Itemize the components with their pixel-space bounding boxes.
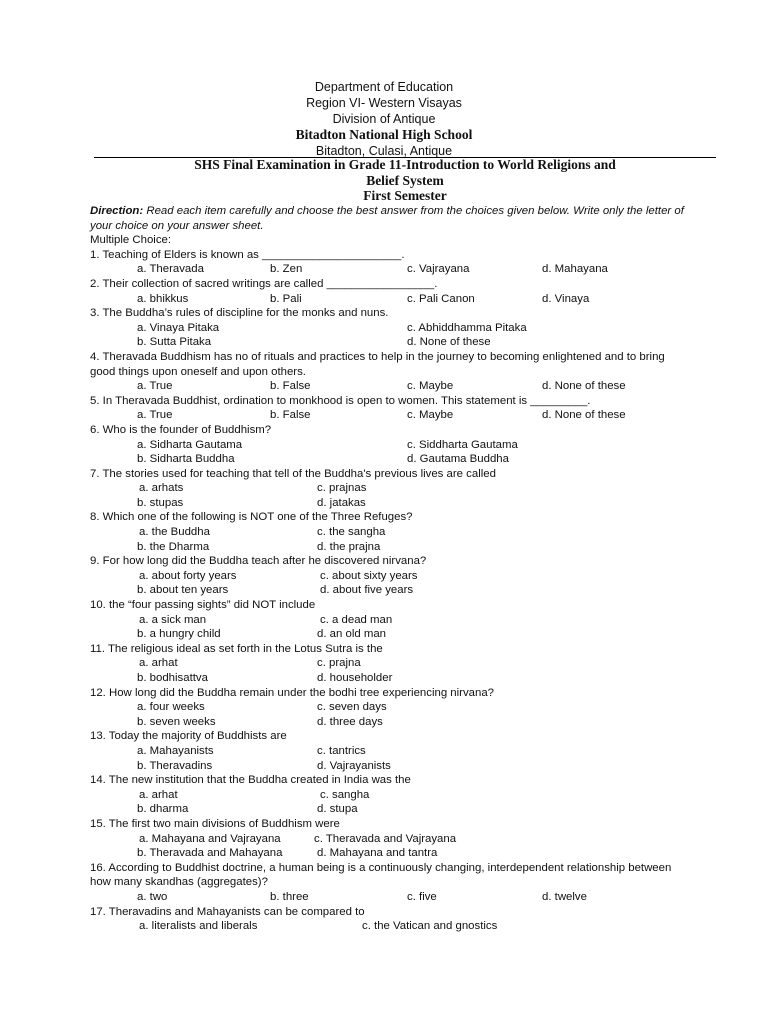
answer-options [90,321,690,336]
option-d: d. Vajrayanists [317,759,391,772]
option-c: c. seven days [317,701,387,714]
question-text: 1. Teaching of Elders is known as ______________________. [90,248,405,261]
option-d: d. Vinaya [542,292,590,305]
answer-options [90,452,690,467]
option-c: c. Vajrayana [407,263,470,276]
option-d: d. jatakas [317,496,366,509]
question-text: 12. How long did the Buddha remain under the bodhi tree experiencing nirvana? [90,686,495,699]
answer-options [90,656,690,671]
answer-options [90,262,690,277]
option-b: b. Zen [270,263,303,276]
answer-options [90,569,690,584]
answer-options [90,335,690,350]
option-d: d. Mahayana and tantra [317,847,438,860]
option-d: d. stupa [317,803,358,816]
direction-paragraph [90,204,690,233]
option-b: b. Theravada and Mahayana [137,847,283,860]
answer-options [90,846,690,861]
question-text: 14. The new institution that the Buddha created in India was the [90,774,411,787]
direction-label: Direction: [90,205,144,217]
question-text: 10. the “four passing sights” did NOT include [90,599,316,612]
option-a: a. Theravada [137,263,204,276]
department-line: Department of Education [314,80,454,94]
option-a: a. arhat [139,788,178,801]
answer-options [90,715,690,730]
answer-options [90,379,690,394]
option-c: c. the Vatican and gnostics [362,920,498,933]
option-c: c. five [407,890,437,903]
answer-options [90,540,690,555]
question-text: 13. Today the majority of Buddhists are [90,730,287,743]
answer-options [90,613,690,628]
question-text: 16. According to Buddhist doctrine, a human being is a continuously changing, interdependent relationship between how many skandhas (aggregates)? [90,861,672,889]
answer-options [90,438,690,453]
answer-options [90,744,690,759]
question-text: 15. The first two main divisions of Buddhism were [90,817,340,830]
answer-options [90,408,690,423]
option-d: d. None of these [407,336,491,349]
option-a: a. arhats [139,482,184,495]
answer-options [90,525,690,540]
option-d: d. about five years [320,584,414,597]
option-b: b. dharma [137,803,189,816]
option-d: d. twelve [542,890,587,903]
answer-options [90,700,690,715]
option-c: c. Maybe [407,380,454,393]
option-c: c. prajna [317,657,361,670]
option-d: d. three days [317,715,383,728]
exam-title-line-1: SHS Final Examination in Grade 11-Introduction to World Religions and [194,157,616,172]
answer-options [90,583,690,598]
option-d: d. None of these [542,380,626,393]
option-c: c. the sangha [317,526,386,539]
option-b: b. Sidharta Buddha [137,453,235,466]
answer-options [90,890,690,905]
option-a: a. Mahayana and Vajrayana [139,832,281,845]
exam-body [90,204,690,934]
direction-text: Read each item carefully and choose the best answer from the choices given below. Write only the letter of your choice on your answer sheet. [90,205,684,232]
option-c: c. a dead man [320,613,393,626]
question-text: 3. The Buddha’s rules of discipline for the monks and nuns. [90,307,389,320]
question-text: 6. Who is the founder of Buddhism? [90,423,272,436]
question-text: 5. In Theravada Buddhist, ordination to monkhood is open to women. This statement is _________. [90,394,591,407]
option-b: b. the Dharma [137,540,210,553]
option-a: a. four weeks [137,701,205,714]
option-a: a. Mahayanists [137,744,214,757]
option-a: a. Vinaya Pitaka [137,321,220,334]
option-a: a. True [137,409,173,422]
school-name: Bitadton National High School [295,127,473,142]
option-b: b. stupas [137,496,184,509]
option-d: d. Mahayana [542,263,608,276]
option-b: b. bodhisattva [137,672,208,684]
question-text: 7. The stories used for teaching that tell of the Buddha's previous lives are called [90,467,496,480]
exam-title-line-3: First Semester [363,188,447,203]
answer-options [90,481,690,496]
question-text: 17. Theravadins and Mahayanists can be compared to [90,905,365,918]
option-c: c. sangha [320,788,370,801]
option-c: c. tantrics [317,744,366,757]
option-b: b. Sutta Pitaka [137,336,212,349]
answer-options [90,671,690,686]
option-c: c. about sixty years [320,569,418,582]
option-d: d. householder [317,672,393,684]
option-b: b. Pali [270,292,302,305]
exam-title [90,157,720,204]
option-a: a. literalists and liberals [139,920,258,933]
option-d: d. an old man [317,628,387,641]
option-a: a. Sidharta Gautama [137,438,243,451]
option-a: a. two [137,890,168,903]
answer-options [90,292,690,307]
option-a: a. about forty years [139,569,237,582]
option-d: d. None of these [542,409,626,422]
option-a: a. arhat [139,657,178,670]
question-text: 4. Theravada Buddhism has no of rituals and practices to help in the journey to becoming enlightened and to bring good things upon oneself and upon others. [90,350,665,378]
question-text: 2. Their collection of sacred writings are called _________________. [90,277,438,290]
answer-options [90,627,690,642]
option-c: c. Pali Canon [407,292,475,305]
question-text: 9. For how long did the Buddha teach after he discovered nirvana? [90,555,427,568]
region-line: Region VI- Western Visayas [306,96,462,110]
option-c: c. Theravada and Vajrayana [314,832,457,845]
exam-title-line-2: Belief System [366,172,444,188]
document-header [0,79,768,159]
answer-options [90,496,690,511]
option-c: c. Siddharta Gautama [407,438,518,451]
option-b: b. False [270,409,311,422]
option-c: c. prajnas [317,482,367,495]
option-d: d. the prajna [317,540,381,553]
option-a: a. True [137,380,173,393]
option-b: b. three [270,890,309,903]
option-b: b. False [270,380,311,393]
division-line: Division of Antique [332,112,436,126]
option-b: b. seven weeks [137,715,216,728]
option-a: a. the Buddha [139,526,210,539]
option-c: c. Maybe [407,409,454,422]
option-c: c. Abhiddhamma Pitaka [407,321,527,334]
answer-options [90,802,690,817]
answer-options [90,832,690,847]
option-a: a. bhikkus [137,292,189,305]
answer-options [90,788,690,803]
school-address: Bitadton, Culasi, Antique [315,144,453,158]
option-d: d. Gautama Buddha [407,453,509,466]
answer-options [90,919,690,934]
option-b: b. a hungry child [137,628,221,641]
question-text: 11. The religious ideal as set forth in the Lotus Sutra is the [90,642,383,655]
question-text: 8. Which one of the following is NOT one of the Three Refuges? [90,511,413,524]
section-label: Multiple Choice: [90,234,172,247]
option-a: a. a sick man [139,613,207,626]
option-b: b. about ten years [137,584,229,597]
option-b: b. Theravadins [137,759,213,772]
answer-options [90,759,690,774]
